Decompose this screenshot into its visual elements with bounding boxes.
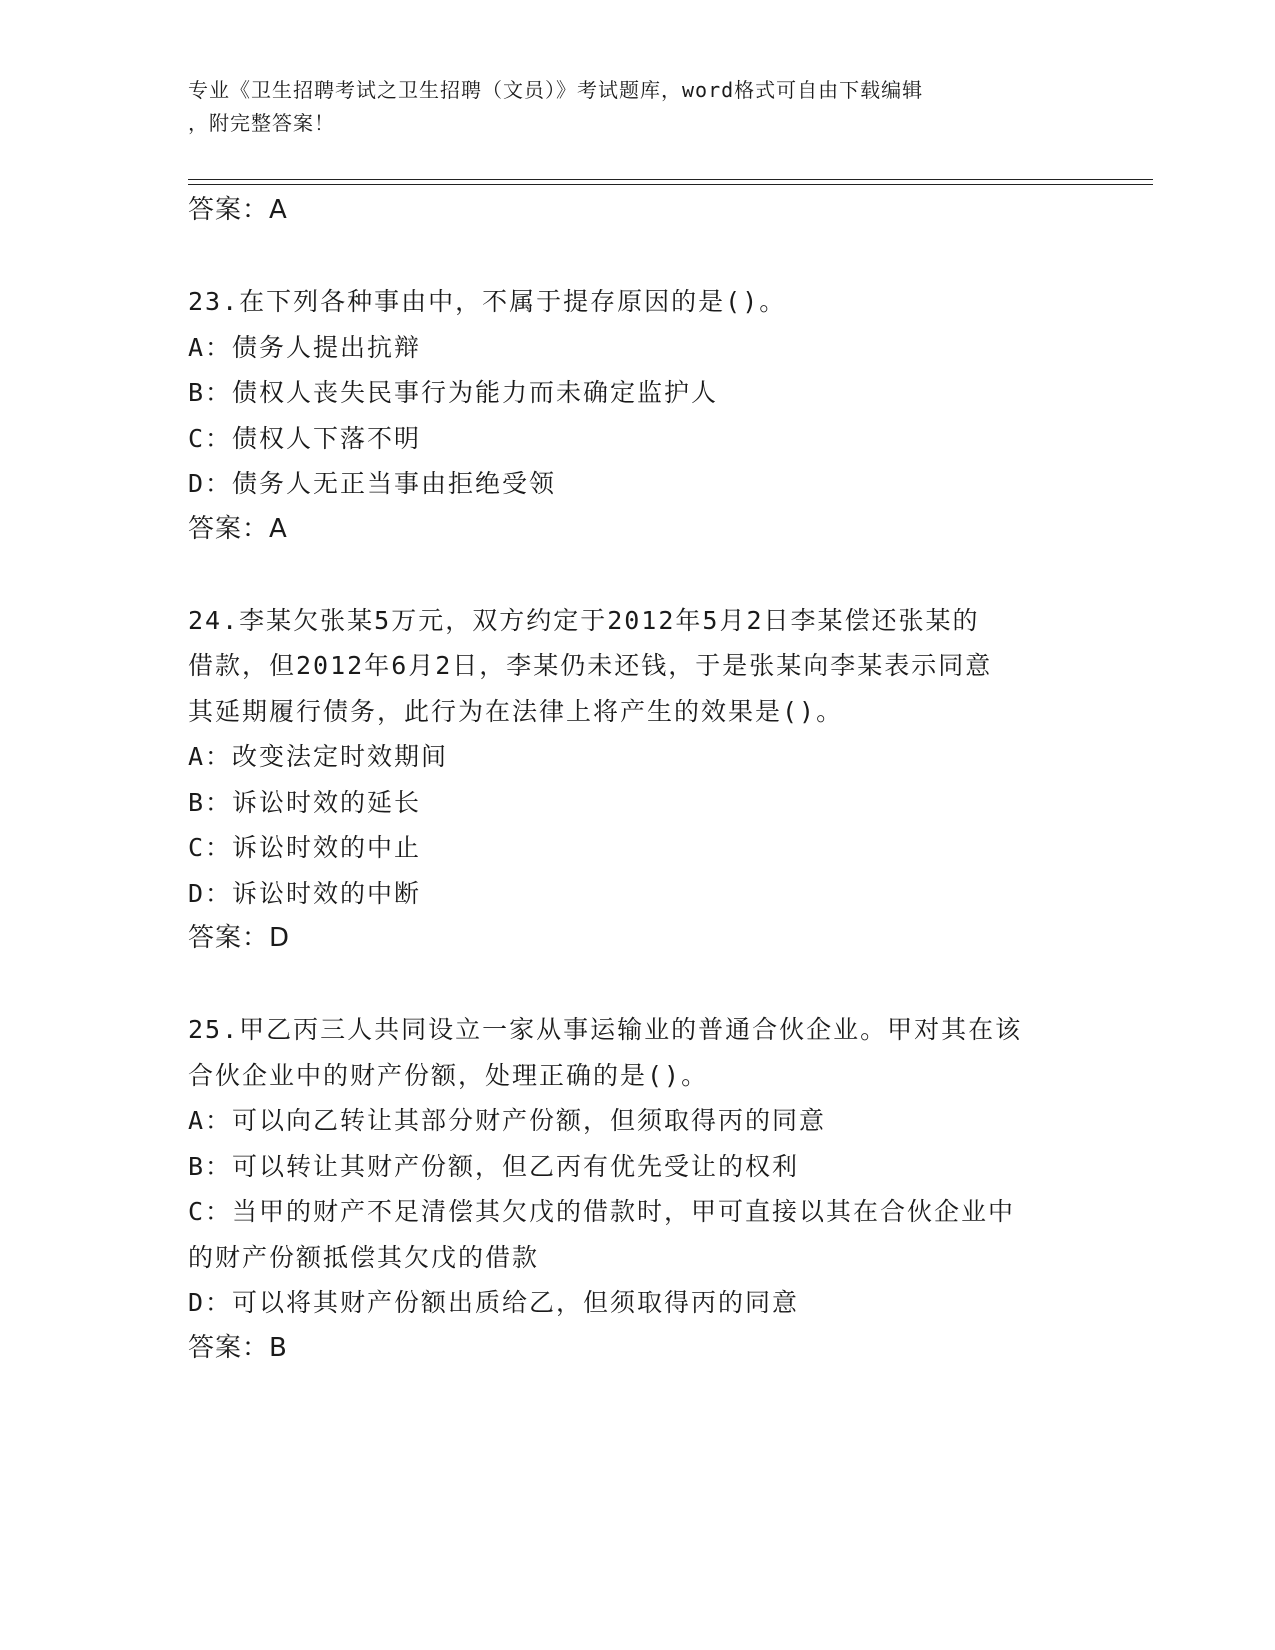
- answer: 答案：D: [188, 923, 291, 953]
- option-a: A：债务人提出抗辩: [188, 332, 422, 362]
- option-c: C：当甲的财产不足清偿其欠戊的借款时，甲可直接以其在合伙企业中: [188, 1197, 1016, 1226]
- header-line-2: ，附完整答案！: [188, 111, 335, 135]
- question-stem: 23.在下列各种事由中，不属于提存原因的是()。: [188, 287, 787, 316]
- answer: 答案：B: [188, 1332, 288, 1363]
- header-line-1: 专业《卫生招聘考试之卫生招聘（文员）》考试题库，word格式可自由下载编辑: [188, 78, 924, 102]
- question-stem: 其延期履行债务，此行为在法律上将产生的效果是()。: [188, 696, 844, 726]
- option-a: A：可以向乙转让其部分财产份额，但须取得丙的同意: [188, 1106, 827, 1135]
- header-rule-bottom: [188, 184, 1153, 185]
- question-stem: 25.甲乙丙三人共同设立一家从事运输业的普通合伙企业。甲对其在该: [188, 1015, 1023, 1044]
- option-d: D：可以将其财产份额出质给乙，但须取得丙的同意: [188, 1288, 800, 1317]
- document-header: [188, 74, 1088, 140]
- spacer: [188, 552, 1088, 598]
- option-b: B：可以转让其财产份额，但乙丙有优先受让的权利: [188, 1151, 800, 1181]
- option-b: B：债权人丧失民事行为能力而未确定监护人: [188, 378, 719, 407]
- question-23: [188, 279, 1088, 552]
- question-stem: 24.李某欠张某5万元，双方约定于2012年5月2日李某偿还张某的: [188, 605, 980, 635]
- spacer: [188, 962, 1088, 1008]
- option-a: A：改变法定时效期间: [188, 742, 449, 771]
- question-list: [188, 188, 1088, 1371]
- spacer: [188, 234, 1088, 280]
- previous-answer: 答案：A: [188, 195, 288, 225]
- question-stem: 借款，但2012年6月2日，李某仍未还钱，于是张某向李某表示同意: [188, 651, 993, 680]
- question-24: [188, 598, 1088, 962]
- option-c: C：债权人下落不明: [188, 423, 422, 453]
- option-d: D：诉讼时效的中断: [188, 878, 422, 908]
- question-stem: 合伙企业中的财产份额，处理正确的是()。: [188, 1060, 709, 1090]
- answer: 答案：A: [188, 513, 288, 544]
- option-c-continued: 的财产份额抵偿其欠戊的借款: [188, 1242, 540, 1272]
- header-rule-top: [188, 179, 1153, 180]
- option-d: D：债务人无正当事由拒绝受领: [188, 469, 557, 498]
- question-25: [188, 1007, 1088, 1371]
- option-c: C：诉讼时效的中止: [188, 833, 422, 862]
- option-b: B：诉讼时效的延长: [188, 787, 422, 817]
